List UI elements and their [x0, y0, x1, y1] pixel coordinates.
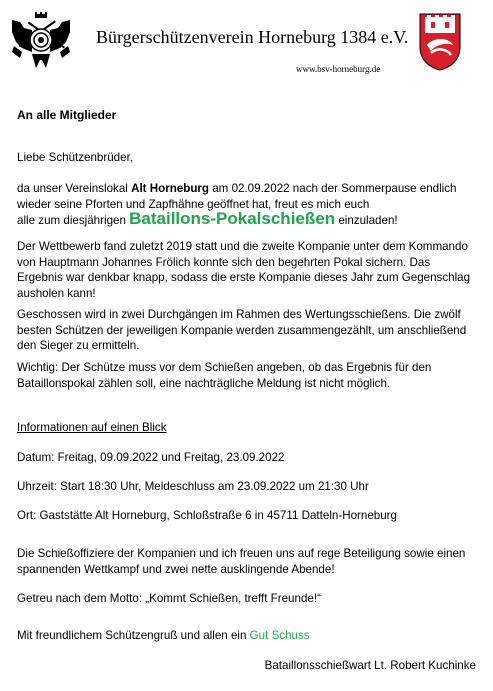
website-link[interactable]: www.bsv-horneburg.de — [296, 64, 381, 74]
motto-line: Getreu nach dem Motto: „Kommt Schießen, trefft Freunde!“ — [17, 592, 321, 605]
intro-part3: alle zum diesjährigen — [17, 214, 130, 227]
info-place: Ort: Gaststätte Alt Horneburg, Schloßstraße 6 in 45711 Datteln-Horneburg — [17, 509, 397, 522]
letterhead — [0, 0, 493, 82]
info-time: Uhrzeit: Start 18:30 Uhr, Meldeschluss am 23.09.2022 um 21:30 Uhr — [17, 480, 369, 493]
intro-invite-line — [17, 209, 479, 231]
intro-part2: am 02.09.2022 nach der Sommerpause endlich wieder seine Pforten und Zapfhähne geöffnet hat, freut es mich euch — [17, 182, 457, 211]
paragraph-rules: Geschossen wird in zwei Durchgängen im Rahmen des Wertungsschießens. Die zwölf besten Schützen der jeweiligen Kompanie werden zusammengezählt, um anschließend den Sieger zu ermitteln. — [17, 308, 467, 352]
paragraph-important: Wichtig: Der Schütze muss vor dem Schießen angeben, ob das Ergebnis für den Bataillonspokal zählen soll, eine nachträgliche Meldung ist nicht möglich. — [17, 361, 432, 390]
info-date: Datum: Freitag, 09.09.2022 und Freitag, 23.09.2022 — [17, 451, 285, 464]
paragraph-history: Der Wettbewerb fand zuletzt 2019 statt und die zweite Kompanie unter dem Kommando von Hauptmann Johannes Frölich konnte sich den begehrten Pokal sichern. Das Ergebnis war denkbar knapp, sodass die erste Kompanie dieses Jahr zum Gegenschlag ausholen kann! — [17, 240, 471, 300]
event-name: Bataillons-Pokalschießen — [129, 209, 336, 228]
signature: Bataillonsschießwart Lt. Robert Kuchinke — [264, 659, 476, 672]
venue-name: Alt Horneburg — [131, 182, 210, 195]
eagle-target-logo-icon — [10, 12, 72, 70]
club-name: Bürgerschützenverein Horneburg 1384 e.V. — [96, 27, 409, 47]
intro-part4: einzuladen! — [335, 214, 398, 227]
closing-line — [17, 628, 479, 644]
gut-schuss: Gut Schuss — [249, 629, 310, 642]
info-heading: Informationen auf einen Blick — [17, 421, 167, 434]
greeting: Liebe Schützenbrüder, — [17, 151, 134, 164]
intro-part1: da unser Vereinslokal — [17, 182, 132, 195]
recipient-line: An alle Mitglieder — [17, 108, 117, 122]
intro-paragraph — [17, 181, 479, 212]
town-crest-icon — [419, 13, 461, 71]
closing-part1: Mit freundlichem Schützengruß und allen ein — [17, 629, 250, 642]
paragraph-closing: Die Schießoffiziere der Kompanien und ich freuen uns auf rege Beteiligung sowie einen spannenden Wettkampf und zwei nette ausklingende Abende! — [17, 547, 466, 576]
